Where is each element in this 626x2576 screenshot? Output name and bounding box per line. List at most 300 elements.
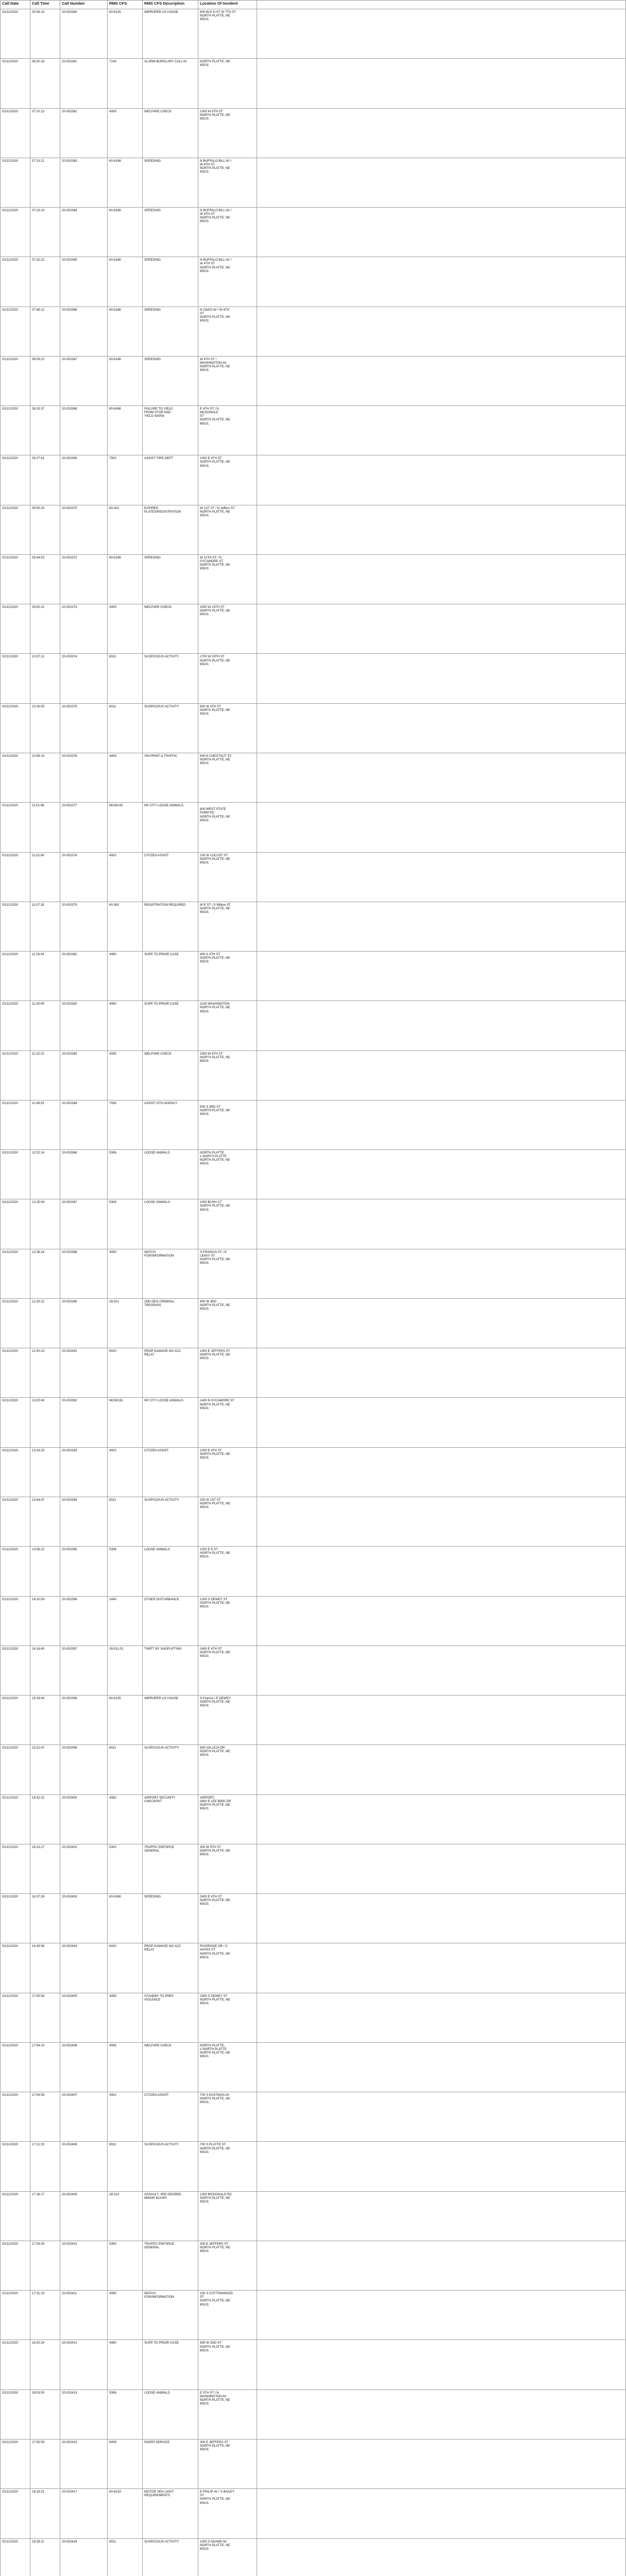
cell-call-number-text: 20-002415 [62,2441,77,2445]
cell-rms-cfs-text: 4060 [109,953,116,957]
cell-call-time-text: 17:04:10 [32,2043,45,2047]
table-header [1,1,626,9]
cell-rms-cfs-text: 6020 [109,1944,116,1948]
cell-call-number-text: 20-002395 [62,1548,77,1552]
cell-call-time-text: 15:42:22 [32,1795,45,1800]
cell-call-date [1,1943,30,1993]
cell-location-of-incident [198,1249,257,1298]
cell-call-number [60,1993,108,2042]
cell-call-date [1,1696,30,1745]
header-call-time: Call Time [30,1,60,9]
cell-call-number-text: 20-002389 [62,1299,77,1303]
cell-rms-cfs-description [143,1001,198,1050]
cell-location-of-incident [198,1398,257,1447]
cell-location-of-incident [198,1050,257,1100]
cell-rms-cfs [108,59,143,108]
cell-call-number-text: 20-002402 [62,1845,77,1849]
cell-call-number [60,1696,108,1745]
cell-call-number-text: 20-002409 [62,2192,77,2196]
cell-call-number [60,1249,108,1298]
table-row [1,654,626,703]
cell-rms-cfs-description-text: WATCH FOR/INFORMATION [144,1250,174,1258]
cell-rms-cfs-description-text: WATCH FOR/INFORMATION [144,2292,174,2299]
cell-blank [257,1696,626,1745]
cell-call-time-text: 17:28:27 [32,2192,45,2196]
cell-call-date-text: 02/12/2020 [2,1895,18,1899]
cell-call-number-text: 20-002391 [62,1349,77,1353]
cell-rms-cfs-description-text: ASSIST OTH AGENCY [144,1101,178,1105]
cell-call-date-text: 02/12/2020 [2,60,18,64]
cell-blank [257,1001,626,1050]
cell-call-number [60,1646,108,1695]
cell-call-date [1,2439,30,2489]
cell-rms-cfs [108,1943,143,1993]
cell-location-of-incident-text: 600 N CHESTNUT ST NORTH PLATTE, NE 69101 [200,754,232,766]
cell-call-time [30,1993,60,2042]
cell-rms-cfs [108,753,143,802]
cell-call-date-text: 02/12/2020 [2,655,18,659]
cell-blank [257,2291,626,2340]
cell-call-number [60,1398,108,1447]
cell-blank [257,554,626,604]
cell-call-number [60,2042,108,2092]
cell-blank [257,604,626,654]
cell-call-time-text: 10:07:12 [32,655,45,659]
cell-rms-cfs-text: 6020 [109,1349,116,1353]
cell-call-time [30,2538,60,2576]
cell-rms-cfs [108,406,143,455]
cell-call-date [1,1348,30,1398]
cell-rms-cfs-description [143,1348,198,1398]
cell-call-time-text: 12:28:24 [32,1250,45,1254]
cell-rms-cfs-description-text: SUPP TO PRIOR CASE [144,2341,179,2345]
cell-call-time-text: 11:28:04 [32,953,44,957]
cell-rms-cfs [108,1894,143,1943]
cell-call-number-text: 20-002363 [62,159,77,163]
cell-rms-cfs [108,703,143,753]
cell-rms-cfs-description [143,2538,198,2576]
header-rms-cfs-description: RMS CFS Description [143,1,198,9]
cell-rms-cfs-description [143,1447,198,1497]
cell-call-date-text: 02/12/2020 [2,605,18,609]
table-row [1,703,626,753]
cell-call-date [1,1249,30,1298]
cell-rms-cfs-text: 8011 [109,704,116,708]
cell-call-time [30,1348,60,1398]
cell-blank [257,803,626,852]
cell-call-date-text: 02/12/2020 [2,2292,18,2296]
table-row [1,356,626,405]
cell-rms-cfs-text: 60-302 [109,506,120,510]
cell-location-of-incident-text: 1200 S DEWEY ST NORTH PLATTE, NE 69101 [200,1597,230,1608]
cell-call-number-text: 20-002361 [62,60,77,64]
cell-rms-cfs-description-text: LOOSE ANIMALS [144,1548,170,1552]
cell-call-number-text: 20-002375 [62,704,77,708]
cell-rms-cfs-description-text: SUSPICIOUS ACTIVITY [144,2143,179,2147]
cell-rms-cfs [108,803,143,852]
cell-call-time [30,753,60,802]
cell-call-date [1,307,30,356]
cell-call-number-text: 20-002373 [62,605,77,609]
cell-location-of-incident [198,208,257,257]
cell-rms-cfs-text: 4002 [109,1448,116,1452]
cell-location-of-incident-text: 600 WEST STATE FARM RD NORTH PLATTE, NE 69101 [200,807,230,822]
table-row [1,554,626,604]
cell-call-number [60,1447,108,1497]
cell-call-time-text: 11:30:09 [32,1002,44,1006]
cell-call-time [30,59,60,108]
cell-location-of-incident [198,1745,257,1794]
table-row [1,1696,626,1745]
cell-call-date [1,852,30,902]
cell-call-number [60,1497,108,1546]
cell-rms-cfs-description-text: LOOSE ANIMALS [144,1151,170,1155]
cell-call-time-text: 12:02:14 [32,1151,45,1155]
cell-rms-cfs-description-text: ASSAULT- 3RD DEGREE- MINOR INJURY [144,2192,182,2200]
cell-rms-cfs [108,2340,143,2389]
header-rms-cfs: RMS CFS [108,1,143,9]
cell-call-number-text: 20-002386 [62,1151,77,1155]
cell-rms-cfs [108,2291,143,2340]
cell-rms-cfs-description [143,2291,198,2340]
cell-location-of-incident-text: 1400 N SYCAMORE ST NORTH PLATTE, NE 69101 [200,1399,234,1410]
cell-rms-cfs-description-text: TRAFFIC ENFORCE GENERAL [144,2242,175,2250]
cell-call-time [30,604,60,654]
cell-rms-cfs-description [143,2092,198,2142]
cell-location-of-incident [198,2291,257,2340]
cell-rms-cfs [108,2538,143,2576]
cell-location-of-incident-text: W 4TH ST / WASHINGTON AV NORTH PLATTE, NE 69101 [200,357,230,372]
cell-rms-cfs-description [143,1150,198,1199]
cell-location-of-incident-text: 900 W 3RD NORTH PLATTE, NE 69101 [200,1299,230,1311]
cell-rms-cfs-description-text: SUSPICIOUS ACTIVITY [144,2539,179,2544]
cell-rms-cfs-text: 8011 [109,1498,116,1502]
cell-blank [257,2389,626,2439]
cell-rms-cfs [108,2042,143,2092]
cell-call-time-text: 10:16:55 [32,704,45,708]
cell-rms-cfs [108,1398,143,1447]
cell-call-number-text: 20-002367 [62,357,77,361]
cell-call-date-text: 02/12/2020 [2,2143,18,2147]
cell-rms-cfs-description [143,1547,198,1596]
cell-call-time-text: 16:37:28 [32,1895,45,1899]
table-row [1,753,626,802]
cell-rms-cfs-description-text: IMPROPER LN USAGE [144,1697,179,1701]
cell-call-number [60,1001,108,1050]
cell-call-date [1,703,30,753]
cell-call-date [1,2042,30,2092]
cell-rms-cfs [108,952,143,1001]
cell-rms-cfs-description-text: OTHER DISTURBANCE [144,1597,179,1601]
cell-rms-cfs [108,654,143,703]
cell-call-date [1,1547,30,1596]
cell-rms-cfs-text: 4005 [109,109,116,113]
cell-location-of-incident-text: 700 S EASTMAN AV NORTH PLATTE, NE 69101 [200,2093,230,2105]
cell-rms-cfs-text: 28-511-01 [109,1647,124,1651]
cell-location-of-incident-text: 2400 E 4TH ST NORTH PLATTE, NE 69101 [200,1895,230,1906]
cell-call-time [30,2042,60,2092]
cell-rms-cfs-description [143,1100,198,1149]
table-row [1,1150,626,1199]
cell-call-time-text: 17:09:58 [32,2093,45,2097]
cell-rms-cfs [108,1794,143,1844]
cell-call-number [60,1150,108,1199]
cell-rms-cfs-text: 60-6186 [109,555,121,560]
cell-call-date [1,554,30,604]
cell-call-date [1,1447,30,1497]
cell-call-date [1,1993,30,2042]
cell-location-of-incident-text: NORTH PLATTE, 1 NORTH PLATTE NORTH PLATTE, NE 69101 [200,2043,230,2059]
cell-location-of-incident [198,1001,257,1050]
cell-blank [257,2538,626,2576]
cell-call-number [60,2389,108,2439]
cell-blank [257,1497,626,1546]
cell-call-number [60,1100,108,1149]
cell-call-time-text: 17:00:56 [32,1994,45,1998]
cell-call-number-text: 20-002411 [62,2292,77,2296]
cell-rms-cfs-text: 4002 [109,2093,116,2097]
cell-location-of-incident-text: S FRANCIS ST / E LEAVY ST NORTH PLATTE, NE 69101 [200,1250,230,1265]
table-row [1,2241,626,2290]
cell-call-date-text: 02/12/2020 [2,1299,18,1303]
cell-call-date-text: 02/12/2020 [2,1697,18,1701]
cell-location-of-incident [198,2092,257,2142]
cell-location-of-incident-text: N BUFFALO BILL AV / W 4TH ST NORTH PLATTE, NE 69101 [200,159,232,174]
cell-call-time-text: 18:03:50 [32,2391,45,2395]
cell-blank [257,654,626,703]
table-row [1,2489,626,2538]
cell-rms-cfs-description-text: STANDBY TO PREV VIOLENCE [144,1994,174,2002]
cell-rms-cfs [108,158,143,207]
cell-call-date [1,1100,30,1149]
cell-call-date [1,1001,30,1050]
cell-rms-cfs [108,2142,143,2191]
cell-location-of-incident [198,1894,257,1943]
cell-rms-cfs-description-text: PROP DAMAGE NO ACC RELAT [144,1349,181,1357]
cell-blank [257,505,626,554]
cell-call-time [30,108,60,158]
cell-call-date [1,1844,30,1893]
cell-call-time [30,902,60,951]
cell-call-date-text: 02/12/2020 [2,2539,18,2544]
table-row [1,1199,626,1249]
cell-rms-cfs [108,1745,143,1794]
cell-rms-cfs-description-text: SUSPICIOUS ACTIVITY [144,704,179,708]
cell-call-date-text: 02/12/2020 [2,1548,18,1552]
cell-rms-cfs-text: 60-6135 [109,10,121,14]
cell-call-time-text: 07:46:12 [32,308,45,312]
cell-call-time [30,2489,60,2538]
cell-rms-cfs-description [143,257,198,307]
cell-rms-cfs [108,1001,143,1050]
cell-call-time [30,1547,60,1596]
cell-call-number [60,455,108,505]
cell-call-number [60,1745,108,1794]
cell-location-of-incident [198,1596,257,1646]
cell-call-number-text: 20-002376 [62,754,77,758]
cell-call-number-text: 20-002406 [62,2043,77,2047]
cell-call-time [30,9,60,59]
cell-call-date-text: 02/12/2020 [2,258,18,262]
cell-call-time [30,1298,60,1348]
cell-call-number-text: 20-002413 [62,2391,77,2395]
cell-rms-cfs-text: 4060 [109,2341,116,2345]
cell-rms-cfs-description-text: SPEEDING [144,1895,161,1899]
table-row [1,158,626,207]
cell-call-time-text: 11:32:22 [32,1052,44,1056]
cell-blank [257,406,626,455]
cell-rms-cfs-description [143,803,198,852]
cell-call-time [30,2191,60,2241]
cell-call-date [1,1199,30,1249]
cell-call-number-text: 20-002383 [62,1052,77,1056]
cell-location-of-incident-text: 2000 W 15TH ST NORTH PLATTE, NE 69101 [200,605,230,617]
cell-rms-cfs-description-text: LOOSE ANIMALS [144,2391,170,2395]
table-row [1,902,626,951]
cell-call-time [30,952,60,1001]
cell-call-time-text: 10:58:19 [32,754,45,758]
cell-call-number [60,1943,108,1993]
cell-rms-cfs-description [143,1596,198,1646]
table-row [1,952,626,1001]
cell-rms-cfs-description-text: THEFT BY SHOPLIFTING [144,1647,182,1651]
cell-call-time-text: 07:23:10 [32,209,45,213]
cell-call-number-text: 20-002398 [62,1697,77,1701]
cell-location-of-incident-text: 1000 S ADAMS AV NORTH PLATTE, NE 69101 [200,2539,230,2551]
cell-call-date [1,654,30,703]
cell-rms-cfs [108,2241,143,2290]
cell-rms-cfs [108,1596,143,1646]
cell-call-time [30,1447,60,1497]
cell-call-time-text: 13:33:25 [32,1448,45,1452]
cell-rms-cfs-description-text: TRAFFIC ENFORCE GENERAL [144,1845,175,1853]
cell-blank [257,158,626,207]
cell-call-date [1,356,30,405]
cell-call-date-text: 02/12/2020 [2,159,18,163]
cell-rms-cfs [108,455,143,505]
cell-location-of-incident [198,2439,257,2489]
cell-call-date [1,2142,30,2191]
cell-rms-cfs-description [143,2489,198,2538]
cell-call-number [60,1596,108,1646]
cell-call-number [60,257,108,307]
cell-rms-cfs-description-text: PAPER SERVICE [144,2441,170,2445]
cell-call-number [60,703,108,753]
cell-location-of-incident [198,307,257,356]
cell-location-of-incident-text: 200 W 1ST ST NORTH PLATTE, NE 69101 [200,1498,230,1510]
cell-blank [257,1794,626,1844]
cell-call-number-text: 20-002370 [62,506,77,510]
cell-location-of-incident [198,2142,257,2191]
table-row [1,1249,626,1298]
cell-location-of-incident-text: 1000 W 9TH ST NORTH PLATTE, NE 69101 [200,109,230,121]
cell-call-time-text: 11:01:48 [32,804,44,808]
cell-call-time [30,1199,60,1249]
cell-blank [257,1348,626,1398]
cell-rms-cfs-text: 8011 [109,2143,116,2147]
cell-location-of-incident-text: 300 E JEFFERS ST NORTH PLATTE, NE 69101 [200,2441,230,2452]
cell-rms-cfs-text: MCMU35 [109,804,123,808]
cell-rms-cfs-text: 28-521 [109,1299,120,1303]
cell-call-date-text: 02/12/2020 [2,2242,18,2246]
cell-call-date [1,59,30,108]
cell-rms-cfs-text: 60-6186 [109,209,121,213]
cell-location-of-incident [198,952,257,1001]
cell-blank [257,356,626,405]
table-row [1,2389,626,2439]
cell-rms-cfs-text: 28-310 [109,2192,120,2196]
cell-rms-cfs-description [143,1050,198,1100]
cell-call-date [1,952,30,1001]
cell-location-of-incident [198,2241,257,2290]
cell-call-date-text: 02/12/2020 [2,754,18,758]
table-row [1,108,626,158]
cell-rms-cfs-text: 4056 [109,1994,116,1998]
cell-rms-cfs-description-text: WELFARE CHECK [144,2043,172,2047]
cell-rms-cfs-description [143,208,198,257]
cell-rms-cfs-text: 7506 [109,1101,116,1105]
cell-rms-cfs-description-text: NP CITY LOOSE ANIMALS [144,1399,183,1403]
cell-rms-cfs-text: 4005 [109,2043,116,2047]
cell-location-of-incident-text: 700 S PLATTE ST NORTH PLATTE, NE 69101 [200,2143,230,2154]
cell-blank [257,307,626,356]
cell-call-date-text: 02/12/2020 [2,1795,18,1800]
cell-location-of-incident [198,852,257,902]
cell-rms-cfs-description-text: CITIZEN ASSIST [144,853,169,857]
cell-call-date-text: 02/12/2020 [2,1448,18,1452]
cell-call-time-text: 16:23:27 [32,1845,45,1849]
cell-call-time-text: 18:02:24 [32,2341,45,2345]
cell-blank [257,108,626,158]
cell-call-number-text: 20-002362 [62,109,77,113]
cell-call-date [1,108,30,158]
cell-rms-cfs-description-text: VIN PRINT & TRAFFIC [144,754,178,758]
table-row [1,406,626,455]
cell-rms-cfs [108,208,143,257]
cell-location-of-incident [198,1547,257,1596]
cell-call-number [60,406,108,455]
cell-rms-cfs-description-text: IMPROPER LN USAGE [144,10,179,14]
cell-rms-cfs [108,1100,143,1149]
cell-call-date [1,1298,30,1348]
cell-rms-cfs [108,1050,143,1100]
cell-blank [257,59,626,108]
cell-call-date-text: 02/12/2020 [2,2341,18,2345]
cell-location-of-incident-text: 1000 E 4TH ST NORTH PLATTE, NE 69101 [200,1448,230,1460]
cell-call-number-text: 20-002403 [62,1895,77,1899]
cell-rms-cfs-text: 4409 [109,754,116,758]
cell-rms-cfs-description [143,1794,198,1844]
cell-rms-cfs-description [143,902,198,951]
cell-rms-cfs [108,1844,143,1893]
table-row [1,2291,626,2340]
cell-call-number [60,108,108,158]
cell-call-date-text: 02/12/2020 [2,1002,18,1006]
cell-call-number [60,1894,108,1943]
cell-blank [257,1547,626,1596]
cell-location-of-incident [198,356,257,405]
cell-rms-cfs-text: 4005 [109,1052,116,1056]
cell-rms-cfs [108,554,143,604]
cell-rms-cfs [108,1348,143,1398]
cell-call-time [30,208,60,257]
cell-rms-cfs [108,2092,143,2142]
cell-call-time [30,703,60,753]
table-row [1,803,626,852]
cell-call-time-text: 09:52:31 [32,605,45,609]
cell-call-number-text: 20-002418 [62,2539,77,2544]
cell-location-of-incident [198,108,257,158]
